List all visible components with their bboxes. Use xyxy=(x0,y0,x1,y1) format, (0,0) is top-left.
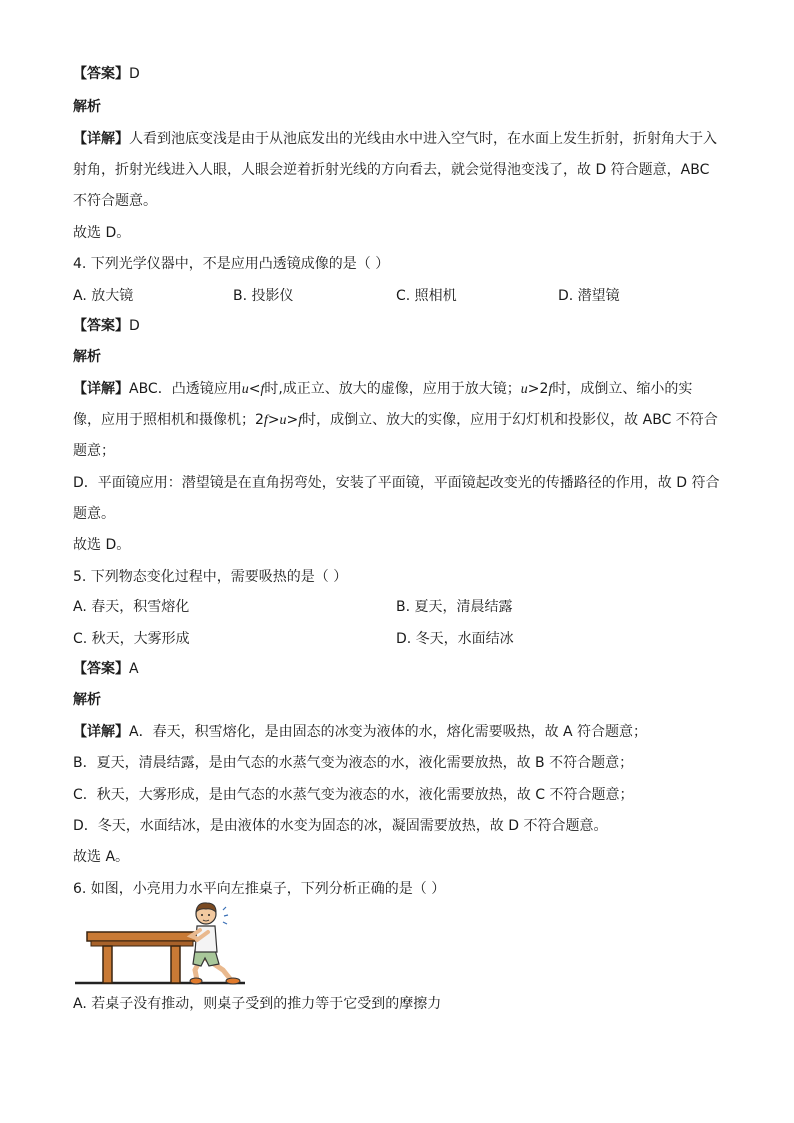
choose-line: 故选 D。 xyxy=(73,537,131,553)
var-f: f xyxy=(263,413,268,428)
choose-line: 故选 D。 xyxy=(73,225,131,241)
answer-tag: 【答案】 xyxy=(73,66,129,82)
detail-line: 不符合题意。 xyxy=(73,193,157,209)
q4-option-a: A. 放大镜 xyxy=(73,288,134,304)
detail-tag: 【详解】 xyxy=(73,724,129,740)
detail-text: 像，应用于照相机和摄像机；2 xyxy=(73,412,264,428)
q6-option-a: A. 若桌子没有推动，则桌子受到的推力等于它受到的摩擦力 xyxy=(73,996,442,1012)
detail-line: 题意。 xyxy=(73,506,115,522)
var-f: f xyxy=(260,382,265,397)
detail-line xyxy=(73,379,692,400)
var-u: u xyxy=(279,413,287,428)
detail-line xyxy=(73,129,717,149)
q4-option-b: B. 投影仪 xyxy=(233,288,294,304)
analysis-heading: 解析 xyxy=(73,349,101,365)
detail-text: 人看到池底变浅是由于从池底发出的光线由水中进入空气时，在水面上发生折射，折射角大于入 xyxy=(129,131,717,147)
boy-icon xyxy=(190,903,240,984)
answer-tag: 【答案】 xyxy=(73,661,129,677)
q4-option-d: D. 潜望镜 xyxy=(558,288,620,304)
question-4-stem: 4. 下列光学仪器中，不是应用凸透镜成像的是（ ） xyxy=(73,256,390,272)
answer-line xyxy=(73,316,140,336)
var-u: u xyxy=(520,382,528,397)
q4-option-c: C. 照相机 xyxy=(396,288,457,304)
detail-text: > xyxy=(286,412,299,428)
detail-line xyxy=(73,722,647,742)
detail-line: D．冬天，水面结冰，是由液体的水变为固态的冰，凝固需要放热，故 D 不符合题意。 xyxy=(73,818,608,834)
detail-tag: 【详解】 xyxy=(73,381,129,397)
var-u: u xyxy=(241,382,249,397)
detail-text: 时,成正立、放大的虚像，应用于放大镜； xyxy=(264,381,521,397)
q5-option-b: B. 夏天，清晨结露 xyxy=(396,599,513,615)
question-5-stem: 5. 下列物态变化过程中，需要吸热的是（ ） xyxy=(73,569,348,585)
answer-value: D xyxy=(129,318,140,334)
var-f: f xyxy=(298,413,303,428)
q5-option-c: C. 秋天，大雾形成 xyxy=(73,631,190,647)
analysis-heading: 解析 xyxy=(73,99,101,115)
answer-line xyxy=(73,64,140,84)
answer-value: A xyxy=(129,661,139,677)
q5-option-a: A. 春天，积雪熔化 xyxy=(73,599,190,615)
table-icon xyxy=(87,932,197,983)
detail-text: 时，成倒立、缩小的实 xyxy=(552,381,693,397)
question-6-stem: 6. 如图，小亮用力水平向左推桌子，下列分析正确的是（ ） xyxy=(73,881,446,897)
detail-line: C．秋天，大雾形成，是由气态的水蒸气变为液态的水，液化需要放热，故 C 不符合题意； xyxy=(73,787,634,803)
answer-tag: 【答案】 xyxy=(73,318,129,334)
answer-line xyxy=(73,659,139,679)
detail-tag: 【详解】 xyxy=(73,131,129,147)
detail-text: > xyxy=(267,412,280,428)
detail-line: D．平面镜应用：潜望镜是在直角拐弯处，安装了平面镜，平面镜起改变光的传播路径的作用，故 D 符合 xyxy=(73,475,720,491)
choose-line: 故选 A。 xyxy=(73,849,130,865)
detail-line: 射角，折射光线进入人眼，人眼会逆着折射光线的方向看去，就会觉得池变浅了，故 D 符合题意，ABC xyxy=(73,162,710,178)
q5-option-d: D. 冬天，水面结冰 xyxy=(396,631,514,647)
analysis-heading: 解析 xyxy=(73,692,101,708)
boy-pushing-table-illustration xyxy=(73,900,253,988)
detail-line: 题意； xyxy=(73,443,115,459)
detail-text: ABC．凸透镜应用 xyxy=(129,381,242,397)
detail-text: >2 xyxy=(527,381,549,397)
detail-text: A．春天，积雪熔化，是由固态的冰变为液体的水，熔化需要吸热，故 A 符合题意； xyxy=(129,724,648,740)
var-f: f xyxy=(548,382,553,397)
detail-text: < xyxy=(248,381,261,397)
detail-line: B．夏天，清晨结露，是由气态的水蒸气变为液态的水，液化需要放热，故 B 不符合题意； xyxy=(73,755,634,771)
detail-line xyxy=(73,410,718,431)
answer-value: D xyxy=(129,66,140,82)
detail-text: 时，成倒立、放大的实像，应用于幻灯机和投影仪，故 ABC 不符合 xyxy=(302,412,718,428)
